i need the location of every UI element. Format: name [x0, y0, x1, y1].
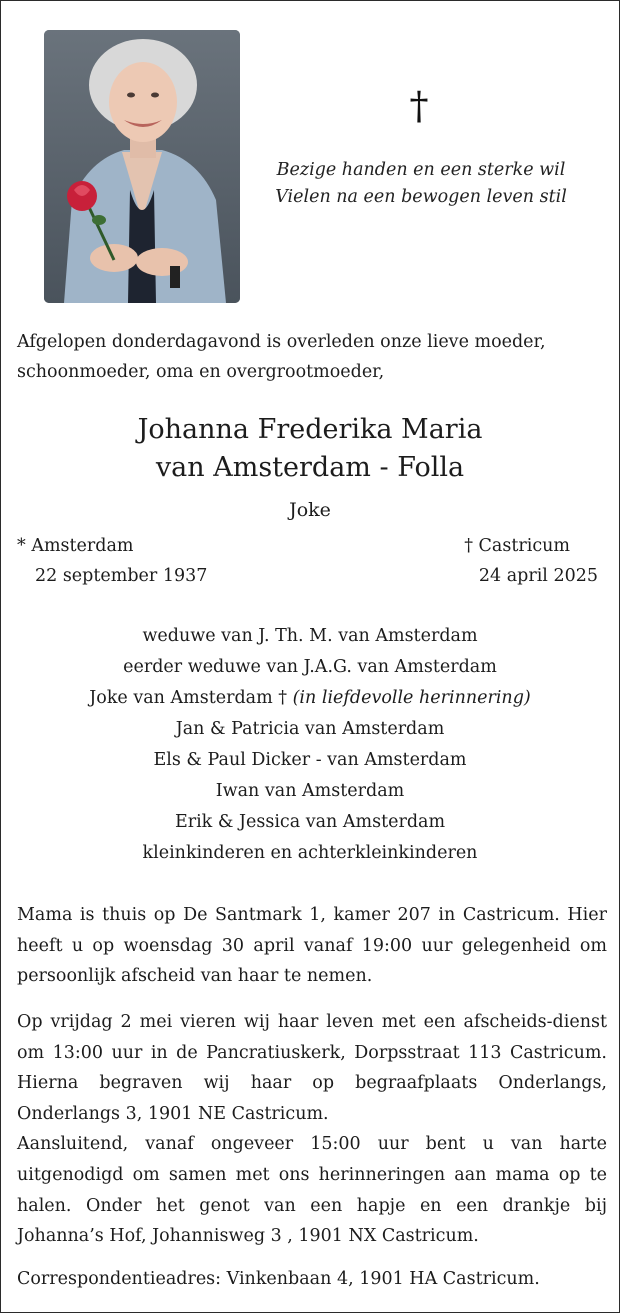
motto-line: Bezige handen en een sterke wil [276, 160, 566, 180]
name-line: Johanna Frederika Maria [137, 414, 483, 445]
family-line: eerder weduwe van J.A.G. van Amsterdam [123, 657, 497, 677]
family-line: Erik & Jessica van Amsterdam [174, 812, 446, 832]
visitation-paragraph: Mama is thuis op De Santmark 1, kamer 207 in Castricum. Hier heeft u op woensdag 30 april vanaf 19:00 uur gelegenheid om persoonlijk afscheid van haar te nemen. [17, 905, 607, 987]
cross-icon: † [409, 84, 429, 128]
intro-line: schoonmoeder, oma en overgrootmoeder, [17, 362, 385, 382]
family-line: Els & Paul Dicker - van Amsterdam [153, 750, 467, 770]
death-date: 24 april 2025 [478, 566, 598, 586]
deceased-name [1, 411, 619, 487]
service-paragraphs [17, 1007, 607, 1252]
intro-line: Afgelopen donderdagavond is overleden onze lieve moeder, [17, 332, 546, 352]
name-line: van Amsterdam - Folla [155, 452, 465, 483]
service-paragraph: Op vrijdag 2 mei vieren wij haar leven met een afscheids-dienst om 13:00 uur in de Pancratiuskerk, Dorpsstraat 113 Castricum. Hierna begraven wij haar op begraafplaats Onderlangs, Onderlangs 3, 1901 NE Castricum. [17, 1012, 607, 1124]
birth-info [17, 531, 207, 591]
birth-place: * Amsterdam [17, 536, 134, 556]
family-name: Joke van Amsterdam † [89, 688, 288, 708]
portrait-photo [44, 30, 240, 303]
family-line: kleinkinderen en achterkleinkinderen [142, 843, 478, 863]
family-line: weduwe van J. Th. M. van Amsterdam [142, 626, 478, 646]
family-list [1, 621, 619, 869]
motto [251, 157, 591, 211]
family-line: Iwan van Amsterdam [215, 781, 405, 801]
gathering-paragraph: Aansluitend, vanaf ongeveer 15:00 uur bent u van harte uitgenodigd om samen met ons herinneringen aan mama op te halen. Onder het genot van een hapje en een drankje bij Johanna’s Hof, Johannisweg 3 , 1901 NX Castricum. [17, 1134, 607, 1247]
correspondence-address: Correspondentieadres: Vinkenbaan 4, 1901 HA Castricum. [17, 1269, 540, 1289]
death-info [361, 531, 598, 591]
remembrance-note: (in liefdevolle herinnering) [292, 688, 531, 708]
deceased-nickname: Joke [289, 499, 331, 521]
family-line [1, 683, 619, 714]
announcement-intro [17, 327, 607, 387]
motto-line: Vielen na een bewogen leven stil [275, 187, 567, 207]
birth-date: 22 september 1937 [35, 566, 208, 586]
family-line: Jan & Patricia van Amsterdam [175, 719, 445, 739]
death-place: † Castricum [464, 536, 570, 556]
portrait-illustration [44, 30, 240, 303]
